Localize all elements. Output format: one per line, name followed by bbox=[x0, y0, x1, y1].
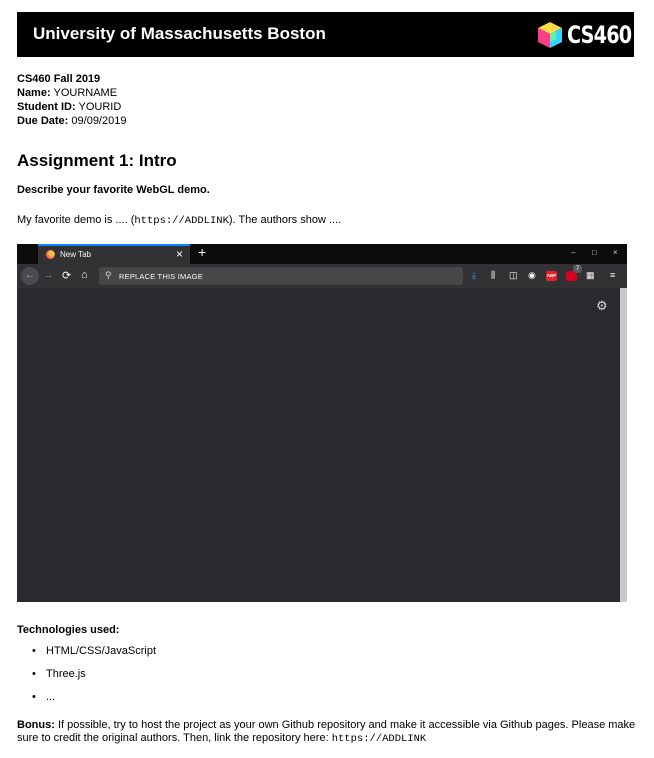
answer-prefix: My favorite demo is .... ( bbox=[17, 214, 135, 226]
due-date-value: 09/09/2019 bbox=[71, 115, 127, 127]
sidebar-icon[interactable]: ◫ bbox=[509, 270, 518, 280]
home-icon[interactable]: ⌂ bbox=[81, 269, 88, 281]
list-item: • HTML/CSS/JavaScript bbox=[32, 645, 156, 668]
close-window-button[interactable]: × bbox=[613, 248, 618, 257]
forward-arrow-icon[interactable]: → bbox=[43, 269, 54, 281]
bonus-label: Bonus: bbox=[17, 719, 55, 731]
new-tab-button[interactable]: + bbox=[198, 244, 207, 260]
browser-screenshot bbox=[17, 244, 627, 602]
adblock-icon[interactable]: ABP bbox=[546, 271, 557, 281]
grid-icon[interactable]: ▦ bbox=[586, 270, 595, 280]
answer-suffix: ). The authors show .... bbox=[228, 214, 342, 226]
course-line: CS460 Fall 2019 bbox=[17, 73, 101, 85]
url-bar[interactable] bbox=[99, 267, 463, 285]
student-id-value: YOURID bbox=[78, 101, 122, 113]
assignment-prompt: Describe your favorite WebGL demo. bbox=[17, 184, 210, 196]
name-value: YOURNAME bbox=[53, 87, 118, 99]
student-id-label: Student ID: bbox=[17, 101, 76, 113]
browser-tab-bar bbox=[17, 244, 627, 264]
minimize-button[interactable]: – bbox=[571, 248, 576, 257]
search-icon: ⚲ bbox=[105, 270, 112, 280]
bonus-text: If possible, try to host the project as your own Github repository and make it accessible via Github pages. Please make sure to credit the original authors. Then, link the repository here: bbox=[17, 719, 636, 744]
header-banner bbox=[17, 12, 634, 57]
maximize-button[interactable]: □ bbox=[592, 248, 597, 257]
download-icon[interactable]: ⤓ bbox=[472, 270, 476, 280]
answer-paragraph bbox=[17, 214, 341, 227]
student-info bbox=[17, 72, 126, 128]
assignment-title: Assignment 1: Intro bbox=[17, 151, 177, 170]
back-arrow-icon[interactable]: ← bbox=[21, 267, 39, 285]
answer-link[interactable]: https://ADDLINK bbox=[134, 215, 229, 227]
gear-icon[interactable]: ⚙ bbox=[596, 298, 608, 313]
due-date-label: Due Date: bbox=[17, 115, 69, 127]
tab-close-icon[interactable]: × bbox=[175, 247, 183, 261]
browser-toolbar bbox=[17, 264, 627, 288]
list-item: • Three.js bbox=[32, 668, 156, 691]
list-item: • ... bbox=[32, 691, 156, 714]
library-icon[interactable]: ⫼ bbox=[491, 270, 496, 280]
browser-tab[interactable] bbox=[38, 244, 190, 264]
technologies-list bbox=[32, 645, 156, 714]
cs460-logo bbox=[537, 20, 647, 50]
firefox-icon bbox=[46, 250, 55, 259]
cube-icon bbox=[537, 21, 563, 49]
reload-icon[interactable]: ⟳ bbox=[62, 270, 72, 282]
scrollbar[interactable] bbox=[620, 288, 627, 602]
tab-label: New Tab bbox=[60, 250, 91, 259]
name-label: Name: bbox=[17, 87, 51, 99]
url-text: REPLACE THIS IMAGE bbox=[119, 272, 203, 281]
browser-content bbox=[17, 288, 620, 602]
logo-text: CS460 bbox=[567, 21, 632, 49]
bonus-link[interactable]: https://ADDLINK bbox=[331, 733, 427, 745]
bonus-paragraph bbox=[17, 719, 637, 746]
technologies-heading: Technologies used: bbox=[17, 624, 120, 636]
extension-badge: 7 bbox=[573, 265, 582, 273]
account-icon[interactable]: ◉ bbox=[528, 270, 536, 280]
university-title: University of Massachusetts Boston bbox=[33, 24, 326, 43]
menu-icon[interactable]: ≡ bbox=[610, 270, 616, 280]
